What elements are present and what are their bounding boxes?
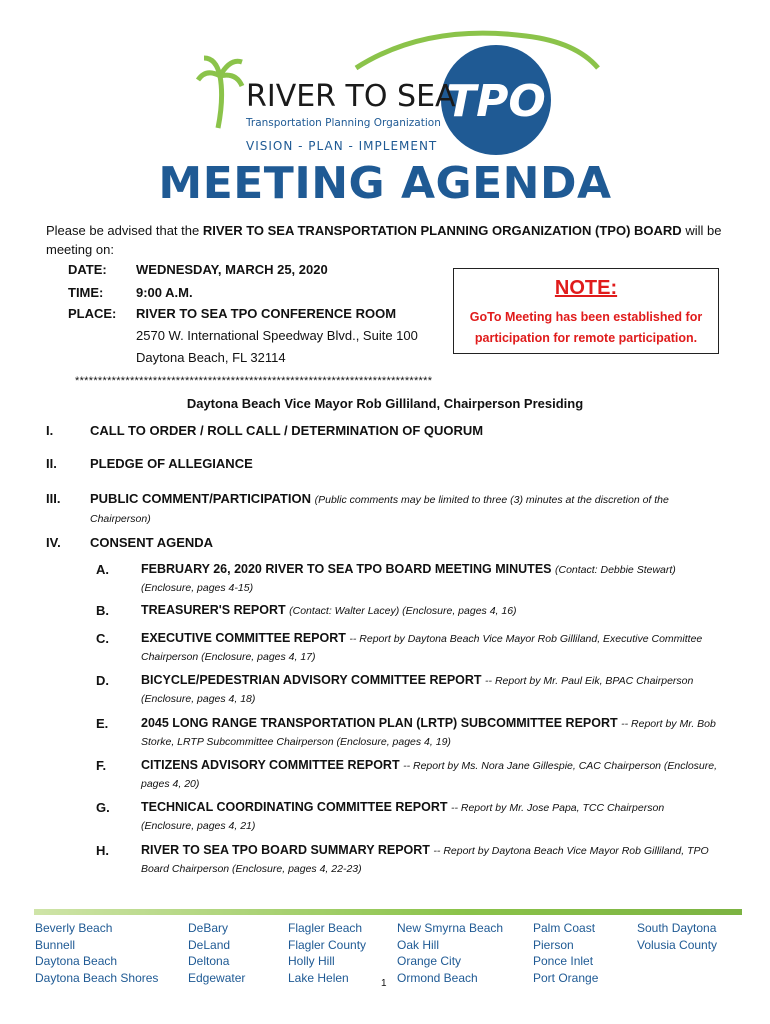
consent-item-title: CITIZENS ADVISORY COMMITTEE REPORT — [141, 758, 400, 772]
member-city: Ormond Beach — [397, 970, 478, 985]
consent-item-note-2: (Enclosure, pages 4, 21) — [141, 820, 256, 832]
consent-item-title: EXECUTIVE COMMITTEE REPORT — [141, 631, 346, 645]
item-num-4: IV. — [46, 535, 61, 550]
note-heading: NOTE: — [554, 277, 618, 299]
consent-letter: G. — [96, 800, 110, 815]
page-number: 1 — [381, 978, 387, 989]
footer-col-5 — [533, 920, 598, 986]
item-3-note-2: Chairperson) — [90, 513, 151, 525]
consent-letter: A. — [96, 562, 109, 577]
member-city: Volusia County — [637, 937, 718, 952]
member-city: Flagler County — [288, 937, 367, 952]
item-num-3: III. — [46, 491, 61, 506]
consent-item-note: (Contact: Debbie Stewart) — [554, 564, 676, 576]
consent-letter: B. — [96, 603, 109, 618]
intro-line-2: meeting on: — [46, 242, 114, 257]
consent-letter: F. — [96, 758, 107, 773]
item-3-title: PUBLIC COMMENT/PARTICIPATION — [90, 491, 311, 506]
item-3-note: (Public comments may be limited to three (3) minutes at the discretion of the — [314, 494, 669, 506]
consent-item — [141, 561, 727, 597]
consent-item-note-2: Chairperson (Enclosure, pages 4, 17) — [141, 651, 316, 663]
member-city: DeBary — [188, 921, 229, 935]
date-value: WEDNESDAY, MARCH 25, 2020 — [136, 262, 328, 277]
address-line-1: 2570 W. International Speedway Blvd., Suite 100 — [136, 328, 418, 343]
member-city: Deltona — [188, 954, 230, 968]
member-city: Oak Hill — [397, 937, 440, 952]
consent-letter: H. — [96, 843, 109, 858]
consent-item-title: TECHNICAL COORDINATING COMMITTEE REPORT — [141, 800, 448, 814]
intro-line — [46, 222, 736, 240]
place-value: RIVER TO SEA TPO CONFERENCE ROOM — [136, 306, 397, 321]
consent-item — [141, 602, 727, 620]
consent-letter: D. — [96, 673, 109, 688]
consent-item — [141, 842, 727, 878]
member-city: DeLand — [188, 937, 231, 952]
consent-item-note: -- Report by Ms. Nora Jane Gillespie, CAC Chairperson (Enclosure, — [403, 760, 718, 772]
consent-item-note-2: (Enclosure, pages 4-15) — [141, 582, 254, 594]
date-label: DATE: — [68, 262, 107, 277]
note-line-1: GoTo Meeting has been established for — [469, 310, 703, 324]
member-city: Port Orange — [533, 970, 599, 985]
consent-item — [141, 672, 727, 708]
consent-item-note-2: Storke, LRTP Subcommittee Chairperson (Enclosure, pages 4, 19) — [141, 736, 451, 748]
consent-item-title: FEBRUARY 26, 2020 RIVER TO SEA TPO BOARD MEETING MINUTES — [141, 562, 552, 576]
palm-tree-icon — [198, 58, 242, 128]
member-city: Holly Hill — [288, 954, 335, 968]
separator: ****************************************************************************** — [75, 375, 433, 387]
member-city: South Daytona — [637, 921, 717, 935]
item-3 — [90, 490, 730, 528]
intro-pre: Please be advised that the — [46, 223, 200, 238]
consent-item-note: (Contact: Walter Lacey) (Enclosure, pages 4, 16) — [289, 605, 517, 617]
consent-letter: C. — [96, 631, 109, 646]
member-city: Pierson — [533, 937, 574, 952]
footer-col-3 — [288, 920, 366, 986]
consent-letter: E. — [96, 716, 109, 731]
address-line-2: Daytona Beach, FL 32114 — [136, 350, 286, 365]
consent-item-note-2: pages 4, 20) — [141, 778, 200, 790]
consent-item-note: -- Report by Mr. Bob — [621, 718, 716, 730]
member-city: Palm Coast — [533, 921, 596, 935]
member-city: New Smyrna Beach — [397, 921, 504, 935]
consent-item-note: -- Report by Daytona Beach Vice Mayor Rob Gilliland, TPO — [433, 845, 709, 857]
intro-post: will be — [685, 223, 722, 238]
note-line-2: participation for remote participation. — [474, 331, 698, 345]
item-2: PLEDGE OF ALLEGIANCE — [90, 456, 253, 471]
footer-divider — [34, 909, 742, 915]
consent-item-note: -- Report by Mr. Paul Eik, BPAC Chairperson — [485, 675, 694, 687]
consent-item — [141, 799, 727, 835]
consent-item-title: RIVER TO SEA TPO BOARD SUMMARY REPORT — [141, 843, 430, 857]
item-4: CONSENT AGENDA — [90, 535, 214, 550]
logo-tagline: VISION - PLAN - IMPLEMENT — [246, 139, 438, 153]
footer-col-2 — [188, 920, 245, 986]
place-label: PLACE: — [68, 306, 117, 321]
member-city: Lake Helen — [288, 970, 349, 985]
page-title: MEETING AGENDA — [158, 158, 612, 209]
item-1: CALL TO ORDER / ROLL CALL / DETERMINATION OF QUORUM — [90, 423, 484, 438]
logo-name: RIVER TO SEA — [246, 79, 456, 114]
member-city: Daytona Beach Shores — [35, 970, 159, 985]
logo-badge: TPO — [446, 76, 546, 127]
consent-item-title: TREASURER'S REPORT — [141, 603, 286, 617]
footer-col-1 — [35, 920, 158, 986]
tpo-logo — [196, 28, 606, 158]
presiding-line: Daytona Beach Vice Mayor Rob Gilliland, Chairperson Presiding — [186, 396, 584, 411]
consent-item — [141, 757, 727, 793]
logo-subtitle: Transportation Planning Organization — [246, 117, 441, 129]
time-value: 9:00 A.M. — [136, 285, 193, 300]
footer-col-4 — [397, 920, 503, 986]
member-city: Beverly Beach — [35, 921, 113, 935]
member-city: Orange City — [397, 954, 462, 968]
member-city: Edgewater — [188, 970, 246, 985]
member-city: Ponce Inlet — [533, 954, 594, 968]
consent-item-title: 2045 LONG RANGE TRANSPORTATION PLAN (LRTP) SUBCOMMITTEE REPORT — [141, 716, 618, 730]
member-city: Daytona Beach — [35, 954, 118, 968]
note-box — [453, 268, 719, 354]
consent-item — [141, 630, 727, 666]
consent-item-note-2: (Enclosure, pages 4, 18) — [141, 693, 256, 705]
consent-item-note: -- Report by Daytona Beach Vice Mayor Rob Gilliland, Executive Committee — [349, 633, 703, 645]
member-city: Bunnell — [35, 937, 76, 952]
consent-item-note: -- Report by Mr. Jose Papa, TCC Chairperson — [450, 802, 665, 814]
footer-col-6 — [637, 920, 717, 953]
item-num-1: I. — [46, 423, 54, 438]
item-num-2: II. — [46, 456, 57, 471]
time-label: TIME: — [68, 285, 104, 300]
intro-org: RIVER TO SEA TRANSPORTATION PLANNING ORGANIZATION (TPO) BOARD — [202, 223, 682, 238]
consent-item-title: BICYCLE/PEDESTRIAN ADVISORY COMMITTEE REPORT — [141, 673, 482, 687]
consent-item — [141, 715, 727, 751]
member-city: Flagler Beach — [288, 921, 363, 935]
consent-item-note-2: Board Chairperson (Enclosure, pages 4, 22-23) — [141, 863, 362, 875]
note-text — [454, 307, 718, 349]
